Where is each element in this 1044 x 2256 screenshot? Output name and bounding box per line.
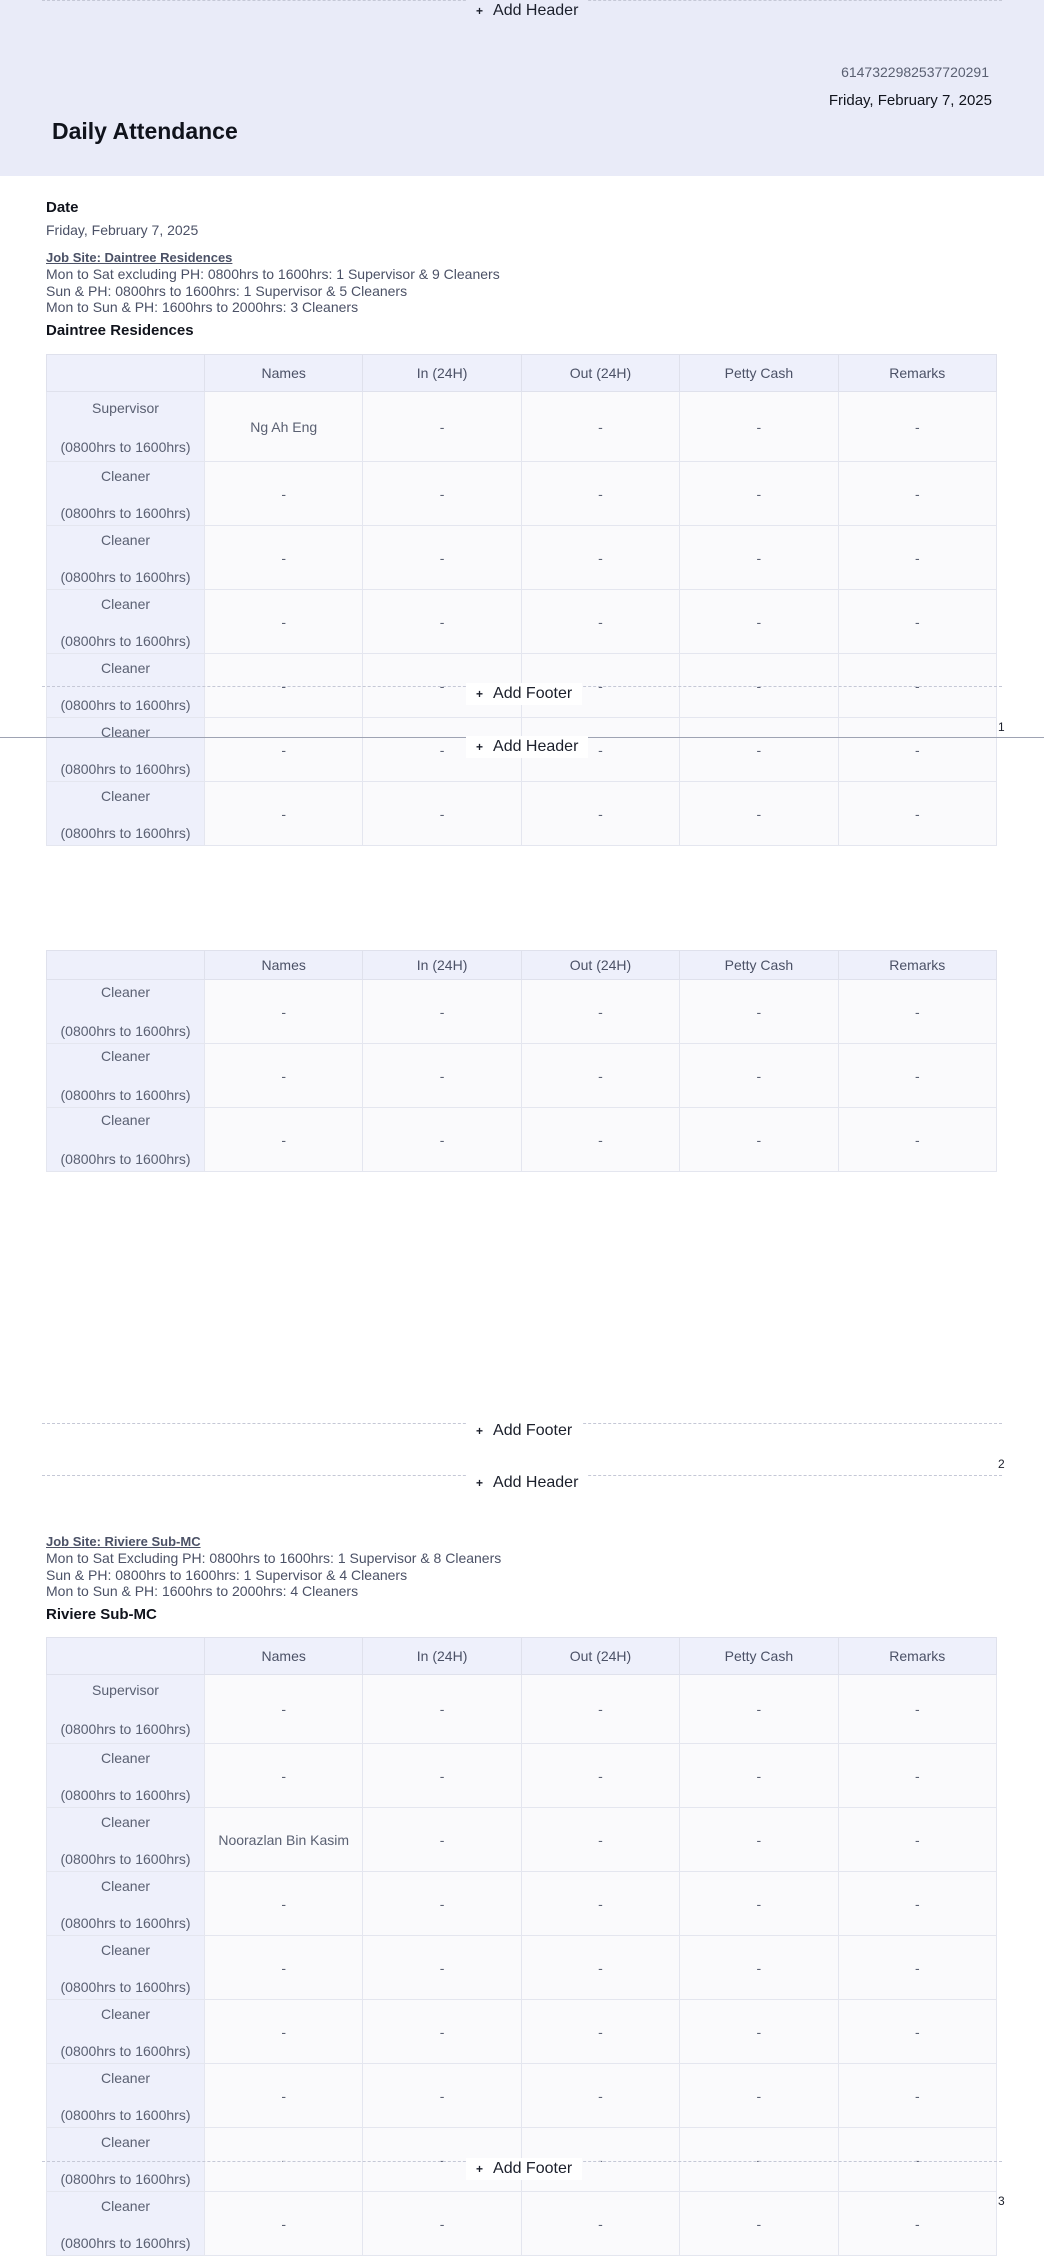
name-cell[interactable]: - <box>205 782 363 846</box>
in-cell[interactable]: - <box>363 1044 521 1108</box>
column-header: In (24H) <box>363 1638 521 1675</box>
page-title: Daily Attendance <box>52 118 238 144</box>
table-row <box>47 526 997 590</box>
name-cell[interactable]: - <box>205 2192 363 2256</box>
out-cell[interactable]: - <box>521 1044 679 1108</box>
name-cell[interactable]: - <box>205 2064 363 2128</box>
name-cell[interactable]: - <box>205 590 363 654</box>
remarks-cell[interactable]: - <box>838 718 996 782</box>
in-cell[interactable]: - <box>363 526 521 590</box>
name-cell[interactable]: - <box>205 980 363 1044</box>
role-cell: Cleaner (0800hrs to 1600hrs) <box>47 718 205 782</box>
column-header: Names <box>205 1638 363 1675</box>
site-title: Riviere Sub-MC <box>46 1606 157 1623</box>
out-cell[interactable]: - <box>521 1108 679 1172</box>
in-cell[interactable]: - <box>363 2192 521 2256</box>
remarks-cell[interactable]: - <box>838 654 996 718</box>
in-cell[interactable]: - <box>363 1936 521 2000</box>
remarks-cell[interactable]: - <box>838 1936 996 2000</box>
in-cell[interactable]: - <box>363 1872 521 1936</box>
attendance-table <box>46 354 997 846</box>
add-footer-button[interactable]: + Add Footer <box>466 683 582 705</box>
out-cell[interactable]: - <box>521 392 679 462</box>
petty-cash-cell[interactable]: - <box>680 2192 838 2256</box>
table-row <box>47 2000 997 2064</box>
name-cell[interactable]: - <box>205 1044 363 1108</box>
out-cell[interactable]: - <box>521 782 679 846</box>
name-cell[interactable]: - <box>205 2128 363 2192</box>
out-cell[interactable]: - <box>521 2192 679 2256</box>
header-date: Friday, February 7, 2025 <box>828 92 992 109</box>
name-cell[interactable]: Ng Ah Eng <box>205 392 363 462</box>
column-header <box>47 951 205 980</box>
remarks-cell[interactable]: - <box>838 1744 996 1808</box>
table-row <box>47 1744 997 1808</box>
column-header: In (24H) <box>363 355 521 392</box>
table-header-row <box>47 355 997 392</box>
job-site-link[interactable]: Job Site: Riviere Sub-MC <box>46 1534 201 1549</box>
date-value: Friday, February 7, 2025 <box>46 222 199 238</box>
out-cell[interactable]: - <box>521 590 679 654</box>
remarks-cell[interactable]: - <box>838 526 996 590</box>
plus-icon: + <box>476 4 484 18</box>
plus-icon: + <box>476 1424 484 1438</box>
out-cell[interactable]: - <box>521 2128 679 2192</box>
column-header <box>47 355 205 392</box>
add-header-button[interactable]: + Add Header <box>466 736 588 758</box>
role-cell: Cleaner (0800hrs to 1600hrs) <box>47 2000 205 2064</box>
petty-cash-cell[interactable]: - <box>680 718 838 782</box>
petty-cash-cell[interactable]: - <box>680 1108 838 1172</box>
plus-icon: + <box>476 2162 484 2176</box>
petty-cash-cell[interactable]: - <box>680 462 838 526</box>
in-cell[interactable]: - <box>363 654 521 718</box>
petty-cash-cell[interactable]: - <box>680 2128 838 2192</box>
table-row <box>47 1108 997 1172</box>
remarks-cell[interactable]: - <box>838 590 996 654</box>
out-cell[interactable]: - <box>521 718 679 782</box>
table-row <box>47 1044 997 1108</box>
role-cell: Cleaner (0800hrs to 1600hrs) <box>47 980 205 1044</box>
attendance-table <box>46 950 997 1172</box>
name-cell[interactable]: Noorazlan Bin Kasim <box>205 1808 363 1872</box>
role-cell: Cleaner (0800hrs to 1600hrs) <box>47 590 205 654</box>
role-cell: Cleaner (0800hrs to 1600hrs) <box>47 654 205 718</box>
column-header: Out (24H) <box>521 951 679 980</box>
site-rule: Mon to Sun & PH: 1600hrs to 2000hrs: 3 Cleaners <box>46 299 359 315</box>
out-cell[interactable]: - <box>521 1872 679 1936</box>
petty-cash-cell[interactable]: - <box>680 590 838 654</box>
in-cell[interactable]: - <box>363 782 521 846</box>
name-cell[interactable]: - <box>205 718 363 782</box>
petty-cash-cell[interactable]: - <box>680 526 838 590</box>
table-row <box>47 1675 997 1744</box>
in-cell[interactable]: - <box>363 1744 521 1808</box>
name-cell[interactable]: - <box>205 1936 363 2000</box>
table-row <box>47 2064 997 2128</box>
petty-cash-cell[interactable]: - <box>680 1808 838 1872</box>
role-cell: Cleaner (0800hrs to 1600hrs) <box>47 2192 205 2256</box>
date-label: Date <box>46 199 79 216</box>
site-rule: Mon to Sun & PH: 1600hrs to 2000hrs: 4 Cleaners <box>46 1583 359 1599</box>
column-header: Petty Cash <box>680 1638 838 1675</box>
column-header: In (24H) <box>363 951 521 980</box>
role-cell: Cleaner (0800hrs to 1600hrs) <box>47 1108 205 1172</box>
in-cell[interactable]: - <box>363 1675 521 1744</box>
table-row <box>47 392 997 462</box>
petty-cash-cell[interactable]: - <box>680 2000 838 2064</box>
column-header: Remarks <box>838 1638 996 1675</box>
remarks-cell[interactable]: - <box>838 2128 996 2192</box>
remarks-cell[interactable]: - <box>838 980 996 1044</box>
role-cell: Cleaner (0800hrs to 1600hrs) <box>47 526 205 590</box>
name-cell[interactable]: - <box>205 1675 363 1744</box>
out-cell[interactable]: - <box>521 2000 679 2064</box>
petty-cash-cell[interactable]: - <box>680 782 838 846</box>
table-row <box>47 1808 997 1872</box>
site-rule: Sun & PH: 0800hrs to 1600hrs: 1 Supervisor & 5 Cleaners <box>46 283 408 299</box>
column-header <box>47 1638 205 1675</box>
page-number: 2 <box>998 1457 1005 1471</box>
table-row <box>47 590 997 654</box>
role-cell: Cleaner (0800hrs to 1600hrs) <box>47 782 205 846</box>
role-cell: Cleaner (0800hrs to 1600hrs) <box>47 1744 205 1808</box>
remarks-cell[interactable]: - <box>838 2000 996 2064</box>
out-cell[interactable]: - <box>521 1808 679 1872</box>
name-cell[interactable]: - <box>205 2000 363 2064</box>
plus-icon: + <box>476 740 484 754</box>
petty-cash-cell[interactable]: - <box>680 1744 838 1808</box>
role-cell: Cleaner (0800hrs to 1600hrs) <box>47 2064 205 2128</box>
column-header: Out (24H) <box>521 1638 679 1675</box>
out-cell[interactable]: - <box>521 1744 679 1808</box>
table-row <box>47 1872 997 1936</box>
remarks-cell[interactable]: - <box>838 392 996 462</box>
table-row <box>47 1936 997 2000</box>
remarks-cell[interactable]: - <box>838 1808 996 1872</box>
page-2-table-region <box>0 948 1044 1167</box>
role-cell: Cleaner (0800hrs to 1600hrs) <box>47 1808 205 1872</box>
remarks-cell[interactable]: - <box>838 1872 996 1936</box>
in-cell[interactable]: - <box>363 392 521 462</box>
petty-cash-cell[interactable]: - <box>680 1936 838 2000</box>
out-cell[interactable]: - <box>521 2064 679 2128</box>
remarks-cell[interactable]: - <box>838 2064 996 2128</box>
remarks-cell[interactable]: - <box>838 2192 996 2256</box>
in-cell[interactable]: - <box>363 2128 521 2192</box>
name-cell[interactable]: - <box>205 1108 363 1172</box>
petty-cash-cell[interactable]: - <box>680 392 838 462</box>
name-cell[interactable]: - <box>205 654 363 718</box>
out-cell[interactable]: - <box>521 1675 679 1744</box>
in-cell[interactable]: - <box>363 590 521 654</box>
name-cell[interactable]: - <box>205 1872 363 1936</box>
remarks-cell[interactable]: - <box>838 1108 996 1172</box>
column-header: Names <box>205 951 363 980</box>
in-cell[interactable]: - <box>363 1108 521 1172</box>
column-header: Petty Cash <box>680 951 838 980</box>
petty-cash-cell[interactable]: - <box>680 1872 838 1936</box>
site-rule: Sun & PH: 0800hrs to 1600hrs: 1 Supervisor & 4 Cleaners <box>46 1567 408 1583</box>
header-band <box>0 0 1044 176</box>
add-footer-button[interactable]: + Add Footer <box>466 2158 582 2180</box>
out-cell[interactable]: - <box>521 654 679 718</box>
petty-cash-cell[interactable]: - <box>680 2064 838 2128</box>
remarks-cell[interactable]: - <box>838 1675 996 1744</box>
out-cell[interactable]: - <box>521 980 679 1044</box>
out-cell[interactable]: - <box>521 1936 679 2000</box>
in-cell[interactable]: - <box>363 2064 521 2128</box>
remarks-cell[interactable]: - <box>838 462 996 526</box>
plus-icon: + <box>476 687 484 701</box>
name-cell[interactable]: - <box>205 526 363 590</box>
table-row <box>47 782 997 846</box>
add-header-button[interactable]: + Add Header <box>466 0 588 22</box>
table-row <box>47 462 997 526</box>
petty-cash-cell[interactable]: - <box>680 654 838 718</box>
column-header: Petty Cash <box>680 355 838 392</box>
column-header: Remarks <box>838 951 996 980</box>
document-id: 6147322982537720291 <box>841 64 989 80</box>
site-rule: Mon to Sat excluding PH: 0800hrs to 1600hrs: 1 Supervisor & 9 Cleaners <box>46 266 500 282</box>
name-cell[interactable]: - <box>205 1744 363 1808</box>
name-cell[interactable]: - <box>205 462 363 526</box>
role-cell: Cleaner (0800hrs to 1600hrs) <box>47 462 205 526</box>
add-footer-button[interactable]: + Add Footer <box>466 1420 582 1442</box>
site-title: Daintree Residences <box>46 322 194 339</box>
site-rule: Mon to Sat Excluding PH: 0800hrs to 1600hrs: 1 Supervisor & 8 Cleaners <box>46 1550 502 1566</box>
role-cell: Cleaner (0800hrs to 1600hrs) <box>47 1044 205 1108</box>
in-cell[interactable]: - <box>363 1808 521 1872</box>
table-header-row <box>47 951 997 980</box>
table-row <box>47 980 997 1044</box>
table-row <box>47 2192 997 2256</box>
add-header-button[interactable]: + Add Header <box>466 1472 588 1494</box>
remarks-cell[interactable]: - <box>838 1044 996 1108</box>
in-cell[interactable]: - <box>363 2000 521 2064</box>
petty-cash-cell[interactable]: - <box>680 1044 838 1108</box>
role-cell: Cleaner (0800hrs to 1600hrs) <box>47 2128 205 2192</box>
out-cell[interactable]: - <box>521 526 679 590</box>
role-cell: Supervisor (0800hrs to 1600hrs) <box>47 392 205 462</box>
petty-cash-cell[interactable]: - <box>680 980 838 1044</box>
column-header: Remarks <box>838 355 996 392</box>
page-number: 1 <box>998 720 1005 734</box>
in-cell[interactable]: - <box>363 718 521 782</box>
job-site-link[interactable]: Job Site: Daintree Residences <box>46 250 233 265</box>
plus-icon: + <box>476 1476 484 1490</box>
role-cell: Cleaner (0800hrs to 1600hrs) <box>47 1936 205 2000</box>
page-number: 3 <box>998 2194 1005 2208</box>
in-cell[interactable]: - <box>363 980 521 1044</box>
petty-cash-cell[interactable]: - <box>680 1675 838 1744</box>
column-header: Names <box>205 355 363 392</box>
in-cell[interactable]: - <box>363 462 521 526</box>
role-cell: Cleaner (0800hrs to 1600hrs) <box>47 1872 205 1936</box>
out-cell[interactable]: - <box>521 462 679 526</box>
table-header-row <box>47 1638 997 1675</box>
column-header: Out (24H) <box>521 355 679 392</box>
role-cell: Supervisor (0800hrs to 1600hrs) <box>47 1675 205 1744</box>
page-3-table-region <box>0 1637 1044 2251</box>
remarks-cell[interactable]: - <box>838 782 996 846</box>
